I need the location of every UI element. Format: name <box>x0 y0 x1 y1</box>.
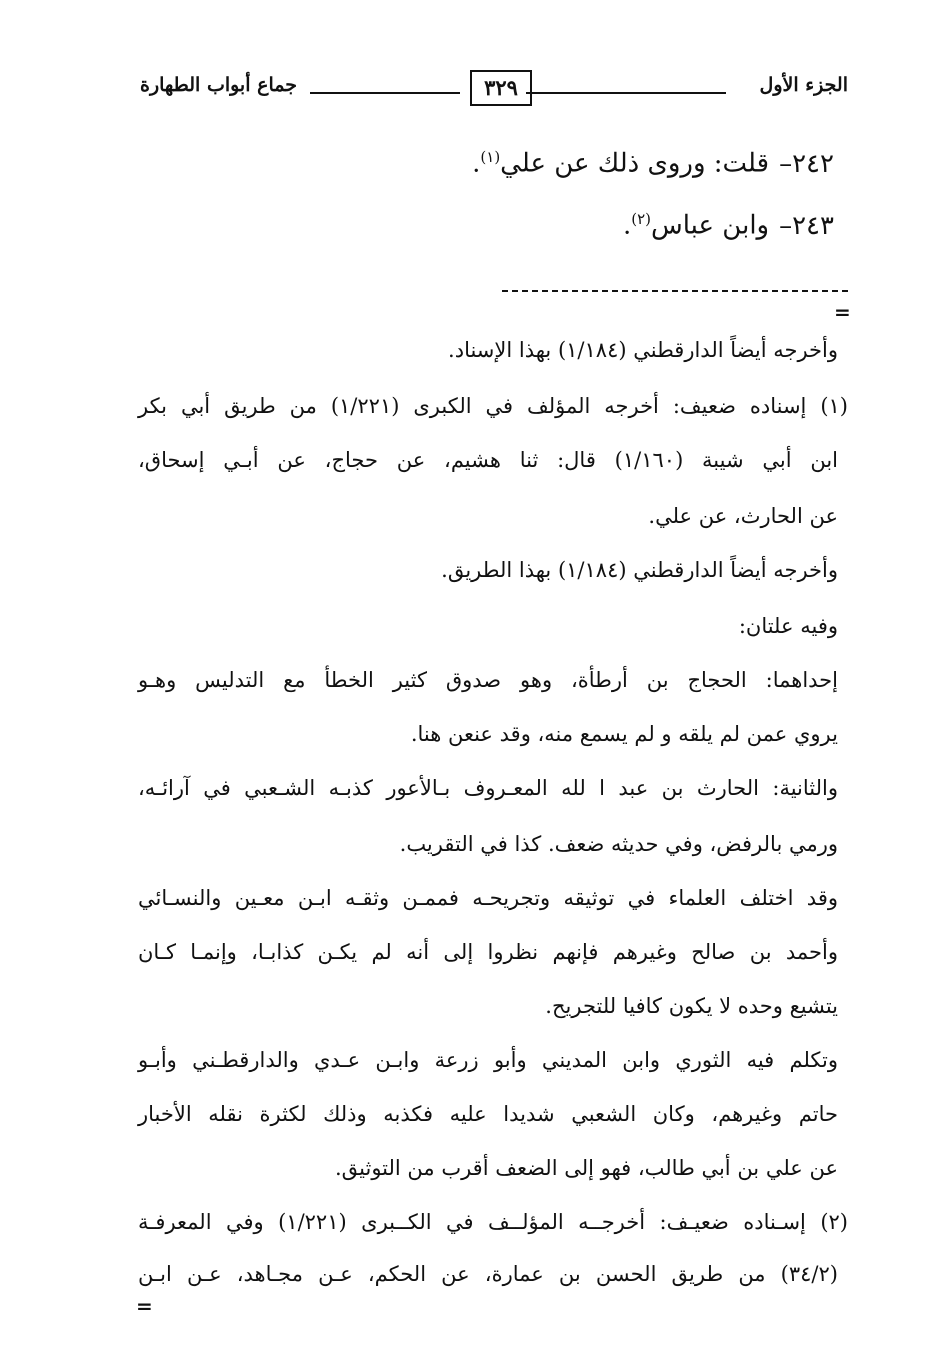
entry-text: وابن عباس <box>651 210 770 241</box>
header-rule-right <box>526 92 726 94</box>
continuation-mark-top: = <box>834 300 851 324</box>
entry-243 <box>623 210 834 241</box>
footnote-line: (٣٤/٢) من طريق الحسن بن عمارة، عن الحكم، عـن مجـاهد، عـن ابـن <box>138 1262 838 1286</box>
entry-242 <box>472 148 834 179</box>
footnote-line: ابن أبي شيبة (١/١٦٠) قال: ثنا هشيم، عن حجاج، عن أبـي إسحاق، <box>138 448 838 472</box>
footnote-line: وأخرجه أيضاً الدارقطني (١/١٨٤) بهذا الإسناد. <box>448 338 838 362</box>
footnote-line: (٢) إسـناده ضعيـف: أخرجــه المؤلــف في الكــبرى (١/٢٢١) وفي المعرفـة <box>138 1210 848 1234</box>
footnote-line: عن الحارث، عن علي. <box>648 504 838 528</box>
footnote-ref: (٢) <box>631 210 651 228</box>
footnote-ref: (١) <box>480 148 501 166</box>
footnote-line: وقد اختلف العلماء في توثيقه وتجريحـه فممـن وثقـه ابـن معـين والنسـائي <box>138 886 838 910</box>
footnote-separator <box>502 290 848 292</box>
entry-number: ٢٤٢– <box>779 148 834 179</box>
footnote-line: وأحمد بن صالح وغيرهم فإنهم نظروا إلى أنه لم يكـن كذابـا، وإنمـا كـان <box>138 940 838 964</box>
page-number-box: ٣٢٩ <box>470 70 532 106</box>
footnote-line: إحداهما: الحجاج بن أرطأة، وهو صدوق كثير الخطأ مع التدليس وهـو <box>138 668 838 692</box>
entry-number: ٢٤٣– <box>779 210 834 241</box>
entry-end: . <box>472 148 481 179</box>
footnote-line: يروي عمن لم يلقه و لم يسمع منه، وقد عنعن هنا. <box>410 722 838 746</box>
continuation-mark-bottom: = <box>136 1294 153 1318</box>
footnote-line: يتشيع وحده لا يكون كافيا للتجريح. <box>545 994 838 1018</box>
chapter-title: جماع أبواب الطهارة <box>140 74 297 96</box>
footnote-line: والثانية: الحارث بن عبد ا لله المعـروف بـالأعور كذبـه الشـعبي في آرائـه، <box>138 776 838 800</box>
footnote-line: وأخرجه أيضاً الدارقطني (١/١٨٤) بهذا الطريق. <box>441 558 838 582</box>
footnote-line: عن علي بن أبي طالب، فهو إلى الضعف أقرب من التوثيق. <box>334 1156 838 1180</box>
footnote-line: وتكلم فيه الثوري وابن المديني وأبو زرعة وابـن عـدي والدارقطـني وأبـو <box>138 1048 838 1072</box>
footnote-line: حاتم وغيرهم، وكان الشعبي شديدا عليه فكذبه وذلك لكثرة نقله الأخبار <box>138 1102 838 1126</box>
entry-text: قلت: وروى ذلك عن علي <box>500 148 770 179</box>
volume-label: الجزء الأول <box>759 74 848 96</box>
header-rule-left <box>310 92 460 94</box>
footnote-line: ورمي بالرفض، وفي حديثه ضعف. كذا في التقريب. <box>399 832 838 856</box>
footnote-line: (١) إسناده ضعيف: أخرجه المؤلف في الكبرى (١/٢٢١) من طريق أبي بكر <box>138 394 848 418</box>
footnote-line: وفيه علتان: <box>738 614 838 638</box>
entry-end: . <box>622 210 632 241</box>
running-header <box>140 70 848 110</box>
